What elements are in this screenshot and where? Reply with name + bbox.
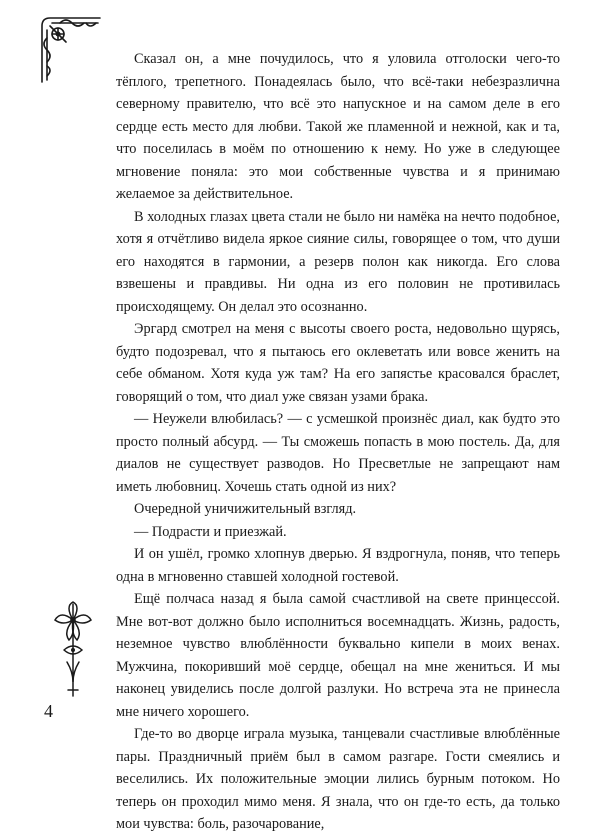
paragraph: Сказал он, а мне почудилось, что я уловила отголоски чего-то тёплого, трепетного. Понадеялась было, что всё-таки небезразлична северному правителю, что всё это напускное и на самом деле в его сердце есть место для любви. Такой же пламенной и нежной, как и та, что поселилась в моём по отношению к нему. Но уже в следующее мгновение поняла: это мои собственные чувства и я принимаю желаемое за действительное. [116, 51, 560, 202]
paragraph: Где-то во дворце играла музыка, танцевали счастливые влюблённые пары. Праздничный приём был в самом разгаре. Гости смеялись и веселились. Их положительные эмоции лились бурным потоком. Но теперь он проходил мимо меня. Я знала, что он где-то есть, да только мои чувства: боль, разочарование, [116, 726, 560, 832]
corner-ornament-icon [38, 14, 104, 86]
paragraph: Ещё полчаса назад я была самой счастливой на свете принцессой. Мне вот-вот должно было исполниться восемнадцать. Жизнь, радость, неземное чувство влюблённости буквально кипели в моих венах. Мужчина, покоривший моё сердце, обещал на мне жениться. И мы наконец увиделись после долгой разлуки. Но встреча эта не принесла мне ничего хорошего. [116, 591, 560, 720]
paragraph: Очередной уничижительный взгляд. [134, 501, 357, 517]
paragraph: — Подрасти и приезжай. [134, 523, 287, 540]
page-number: 4 [44, 701, 53, 721]
page-body-text [116, 48, 560, 836]
paragraph: — Неужели влюбилась? — с усмешкой произнёс диал, как будто это просто полный абсурд. — Ты сможешь попасть в мою постель. Да, для диалов не существует разводов. Но Пресветлые не запрещают нам иметь любовниц. Хочешь стать одной из них? [116, 411, 560, 495]
paragraph: Эргард смотрел на меня с высоты своего роста, недовольно щурясь, будто подозревал, что я пытаюсь его оклеветать или вовсе женить на себе обманом. Хотя куда уж там? На его запястье красовался браслет, говорящий о том, что диал уже связан узами брака. [116, 321, 560, 405]
paragraph: И он ушёл, громко хлопнув дверью. Я вздрогнула, поняв, что теперь одна в мгновенно ставшей холодной гостевой. [116, 546, 560, 585]
paragraph: В холодных глазах цвета стали не было ни намёка на нечто подобное, хотя я отчётливо видела яркое сияние силы, говорящее о том, что души его находятся в гармонии, а резерв полон как никогда. Его слова взвешены и правдивы. Ни одна из его половин не противилась происходящему. Он делал это осознанно. [116, 208, 560, 315]
side-ornament-icon [48, 600, 98, 700]
